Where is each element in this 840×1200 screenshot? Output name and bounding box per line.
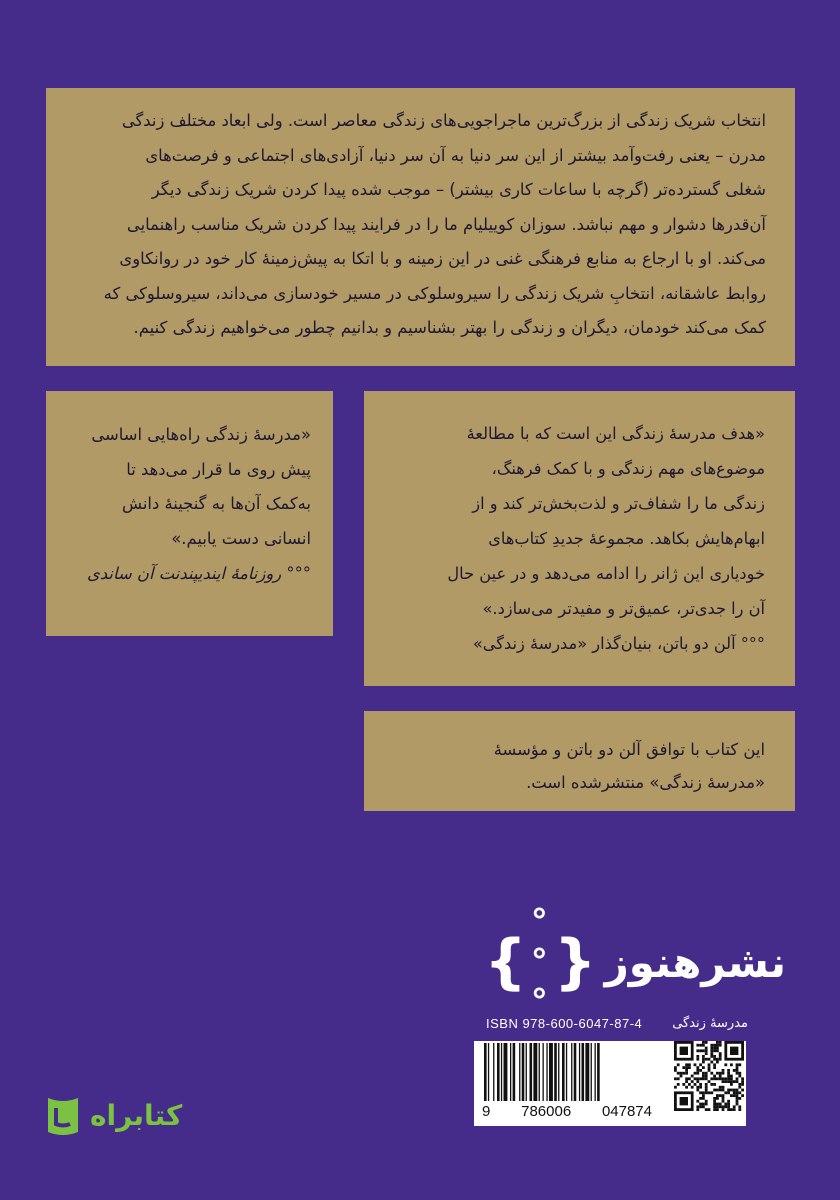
synopsis-line: آن‌قدرها دشوار و مهم نباشد. سوزان کوییلیام ما را در فرایند پیدا کردن شریک مناسب راهنمایی <box>126 214 766 234</box>
barcode-digit-group: 9 <box>482 1103 491 1120</box>
quote-line: آن را جدی‌تر، عمیق‌تر و مفیدتر می‌سازد.» <box>482 599 765 618</box>
quote-line: «هدف مدرسهٔ زندگی این است که با مطالعهٔ <box>466 424 765 443</box>
qr-code-icon <box>674 1041 744 1111</box>
retailer-name: کتابراه <box>90 1098 183 1132</box>
synopsis-box <box>46 88 795 366</box>
quote-line: پیش روی ما قرار می‌دهد تا <box>126 459 311 479</box>
publisher-logo <box>484 902 786 1022</box>
synopsis-line: شغلی گسترده‌تر (گرچه با ساعات کاری بیشتر) – موجب شده پیدا کردن شریک زندگی دیگر <box>151 180 766 199</box>
independent-quote-box <box>46 391 333 636</box>
synopsis-line: می‌کند. او با ارجاع به منابع فرهنگی غنی در این زمینه و با اتکا به پیش‌زمینهٔ کار خود در روانکاوی <box>119 249 766 268</box>
quote-line: «مدرسهٔ زندگی راه‌هایی اساسی <box>91 425 311 444</box>
isbn-number: ISBN 978-600-6047-87-4 <box>486 1015 643 1031</box>
book-icon <box>44 1092 82 1138</box>
synopsis-line: روابط عاشقانه، انتخابِ شریک زندگی را سیروسلوکی در مسیر خودسازی می‌داند، سیروسلوکی که <box>103 283 766 303</box>
brace-left-icon: { <box>484 927 527 997</box>
isbn-line <box>486 1012 748 1034</box>
note-line: این کتاب با توافق آلن دو باتن و مؤسسهٔ <box>493 740 765 759</box>
note-line: «مدرسهٔ زندگی» منتشرشده است. <box>526 773 765 792</box>
publisher-name: نشرهنوز <box>604 937 786 987</box>
synopsis-line: کمک می‌کند خودمان، دیگران و زندگی را بهتر بشناسیم و بدانیم چطور می‌خواهیم زندگی کنیم. <box>133 318 766 337</box>
barcode-digit-group: 786006 <box>521 1103 572 1120</box>
synopsis-line: مدرن – یعنی رفت‌وآمد بیشتر از این سر دنیا به آن سر دنیا، آزادی‌های اجتماعی و فرصت‌های <box>145 145 766 165</box>
quote-source: °°° آلن دو باتن، بنیان‌گذار «مدرسهٔ زندگی» <box>472 634 765 653</box>
quote-line: ابهام‌هایش بکاهد. مجموعهٔ جدیدِ کتاب‌های <box>488 529 765 548</box>
synopsis-line: انتخاب شریک زندگی از بزرگ‌ترین ماجراجویی‌های زندگی معاصر است. ولی ابعاد مختلف زندگی <box>121 111 766 130</box>
series-name: مدرسهٔ زندگی <box>672 1015 748 1031</box>
barcode-panel <box>474 1041 746 1126</box>
retailer-logo <box>44 1080 184 1150</box>
quote-source: °°° روزنامهٔ ایندیپندنت آن ساندی <box>87 563 311 583</box>
brace-right-icon: } <box>553 927 597 997</box>
barcode-icon <box>480 1043 670 1103</box>
quote-line: انسانی دست یابیم.» <box>171 529 311 549</box>
de-botton-quote-box <box>364 391 795 686</box>
quote-line: خودیاری این ژانر را ادامه می‌دهد و در عین حال <box>447 564 765 583</box>
quote-line: به‌کمک آن‌ها به گنجینهٔ دانش <box>121 494 311 514</box>
publication-note-box <box>364 711 795 811</box>
quote-line: زندگی ما را شفاف‌تر و لذت‌بخش‌تر کند و از <box>472 494 765 513</box>
barcode-digit-group: 047874 <box>601 1103 652 1120</box>
publisher-dots: °°° <box>530 902 550 1022</box>
quote-line: موضوع‌های مهم زندگی و با کمک فرهنگ، <box>491 459 765 478</box>
barcode-digits <box>482 1103 652 1120</box>
